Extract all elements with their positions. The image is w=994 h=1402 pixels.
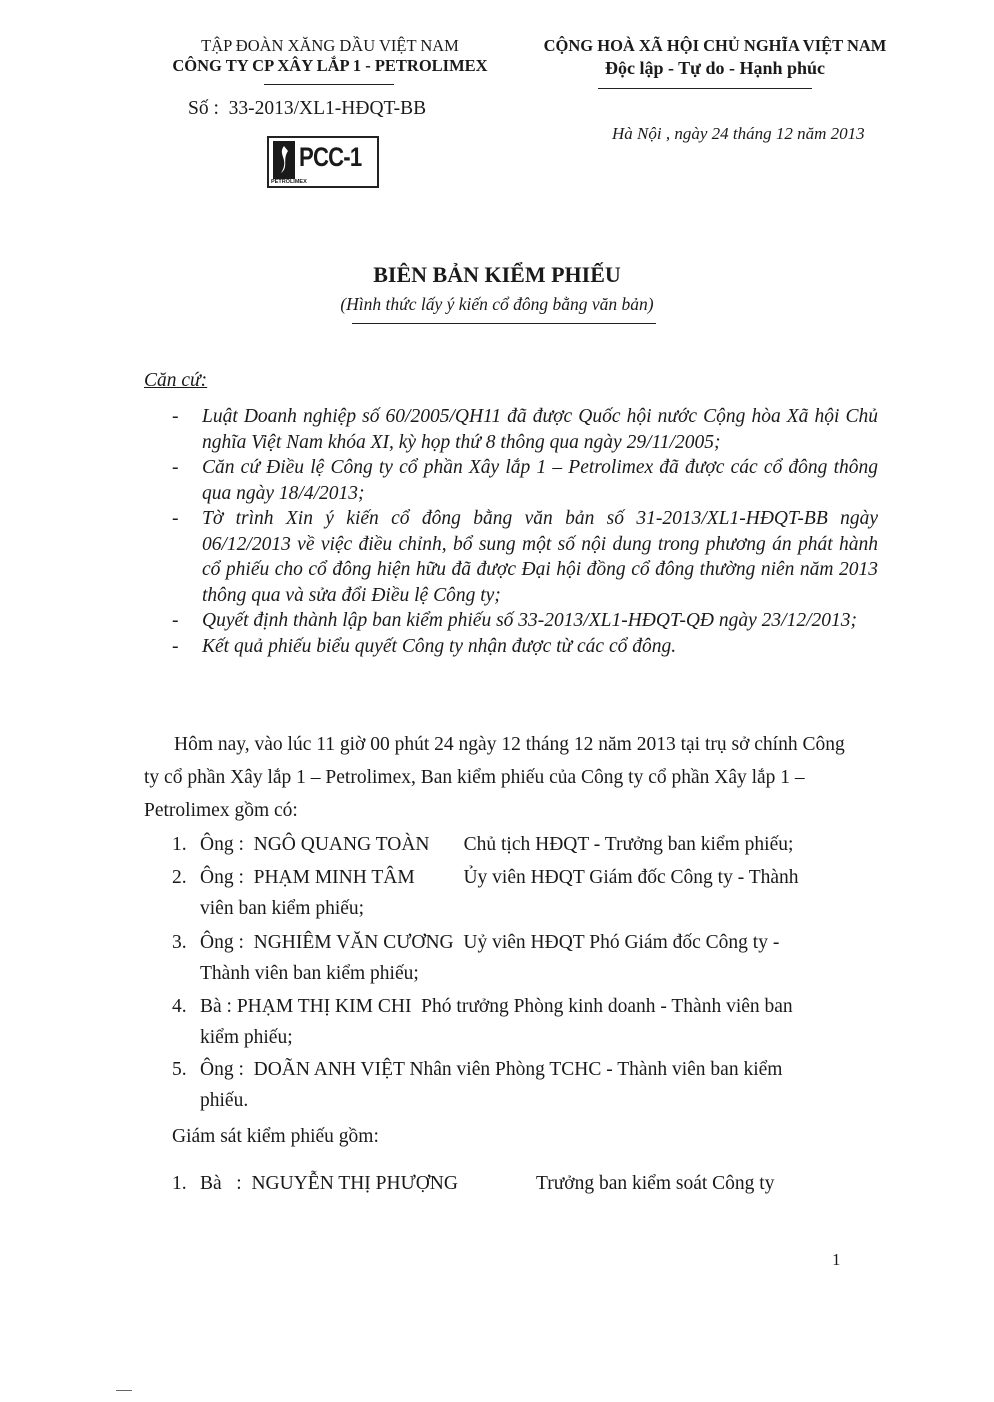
logo-subtext: PETROLIMEX — [271, 179, 307, 185]
member-number: 2. — [172, 867, 187, 888]
basis-item-2: - Căn cứ Điều lệ Công ty cổ phần Xây lắp 1 – Petrolimex đã được các cổ đông thông qua ngày 18/4/2013; — [172, 457, 878, 504]
basis-list — [172, 404, 878, 659]
logo-text: PCC-1 — [299, 142, 362, 172]
basis-item-4: - Quyết định thành lập ban kiểm phiếu số 33-2013/XL1-HĐQT-QĐ ngày 23/12/2013; — [172, 610, 857, 631]
member-line-cont: Thành viên ban kiểm phiếu; — [200, 963, 419, 984]
member-2 — [172, 862, 799, 924]
document-title: BIÊN BẢN KIỂM PHIẾU — [373, 262, 621, 287]
place-date: Hà Nội , ngày 24 tháng 12 năm 2013 — [612, 124, 865, 143]
title-underline — [352, 323, 656, 324]
page-number: 1 — [832, 1250, 841, 1269]
member-line-cont: phiếu. — [200, 1090, 249, 1111]
supervisor-number: 1. — [172, 1173, 187, 1194]
nation-line-2: Độc lập - Tự do - Hạnh phúc — [604, 58, 826, 78]
member-number: 4. — [172, 996, 187, 1017]
org-underline — [264, 84, 394, 85]
member-line: Ông : PHẠM MINH TÂM Ủy viên HĐQT Giám đốc Công ty - Thành — [200, 867, 799, 888]
supervision-item-1 — [172, 1168, 774, 1199]
org-line-2: CÔNG TY CP XÂY LẮP 1 - PETROLIMEX — [172, 56, 488, 75]
member-number: 5. — [172, 1059, 187, 1080]
scan-mark — [116, 1390, 132, 1391]
member-3 — [172, 927, 779, 989]
member-5 — [172, 1054, 782, 1116]
nation-line-1: CỘNG HOÀ XÃ HỘI CHỦ NGHĨA VIỆT NAM — [543, 36, 887, 55]
document-subtitle: (Hình thức lấy ý kiến cổ đông bằng văn bản) — [340, 294, 654, 314]
company-logo — [267, 136, 379, 188]
member-4 — [172, 991, 793, 1053]
petrolimex-flame-icon — [273, 141, 295, 179]
supervision-heading: Giám sát kiểm phiếu gồm: — [172, 1126, 379, 1147]
member-1 — [172, 829, 793, 860]
document-number: Số : 33-2013/XL1-HĐQT-BB — [188, 98, 427, 119]
basis-item-3: - Tờ trình Xin ý kiến cổ đông bằng văn bản số 31-2013/XL1-HĐQT-BB ngày 06/12/2013 về việc điều chỉnh, bổ sung một số nội dung trong phương án phát hành cổ phiếu cho cổ đông hiện hữu đã được Đại hội đồng cổ đông thường niên năm 2013 thông qua và sửa đổi Điều lệ Công ty; — [172, 508, 878, 606]
member-number: 3. — [172, 932, 187, 953]
member-line: Ông : NGHIÊM VĂN CƯƠNG Uỷ viên HĐQT Phó Giám đốc Công ty - — [200, 932, 780, 953]
nation-underline — [598, 88, 812, 89]
intro-paragraph: Hôm nay, vào lúc 11 giờ 00 phút 24 ngày 12 tháng 12 năm 2013 tại trụ sở chính Công ty cổ phần Xây lắp 1 – Petrolimex, Ban kiểm phiếu của Công ty cổ phần Xây lắp 1 – Petrolimex gồm có: — [144, 734, 845, 821]
basis-heading: Căn cứ: — [144, 370, 208, 391]
member-line: Ông : DOÃN ANH VIỆT Nhân viên Phòng TCHC - Thành viên ban kiểm — [200, 1059, 783, 1080]
basis-item-1: - Luật Doanh nghiệp số 60/2005/QH11 đã được Quốc hội nước Cộng hòa Xã hội Chủ nghĩa Việt Nam khóa XI, kỳ họp thứ 8 thông qua ngày 29/11/2005; — [172, 406, 878, 453]
member-line-cont: kiểm phiếu; — [200, 1027, 293, 1048]
org-line-1: TẬP ĐOÀN XĂNG DẦU VIỆT NAM — [201, 36, 459, 55]
member-line-cont: viên ban kiểm phiếu; — [200, 898, 365, 919]
supervisor-role: Trưởng ban kiểm soát Công ty — [536, 1173, 775, 1194]
member-line: Bà : PHẠM THỊ KIM CHI Phó trưởng Phòng kinh doanh - Thành viên ban — [200, 996, 793, 1017]
member-number: 1. — [172, 834, 187, 855]
supervisor-name: Bà : NGUYỄN THỊ PHƯỢNG — [200, 1173, 458, 1194]
basis-item-5: - Kết quả phiếu biểu quyết Công ty nhận được từ các cổ đông. — [172, 635, 677, 657]
member-line: Ông : NGÔ QUANG TOÀN Chủ tịch HĐQT - Trưởng ban kiểm phiếu; — [200, 834, 794, 855]
